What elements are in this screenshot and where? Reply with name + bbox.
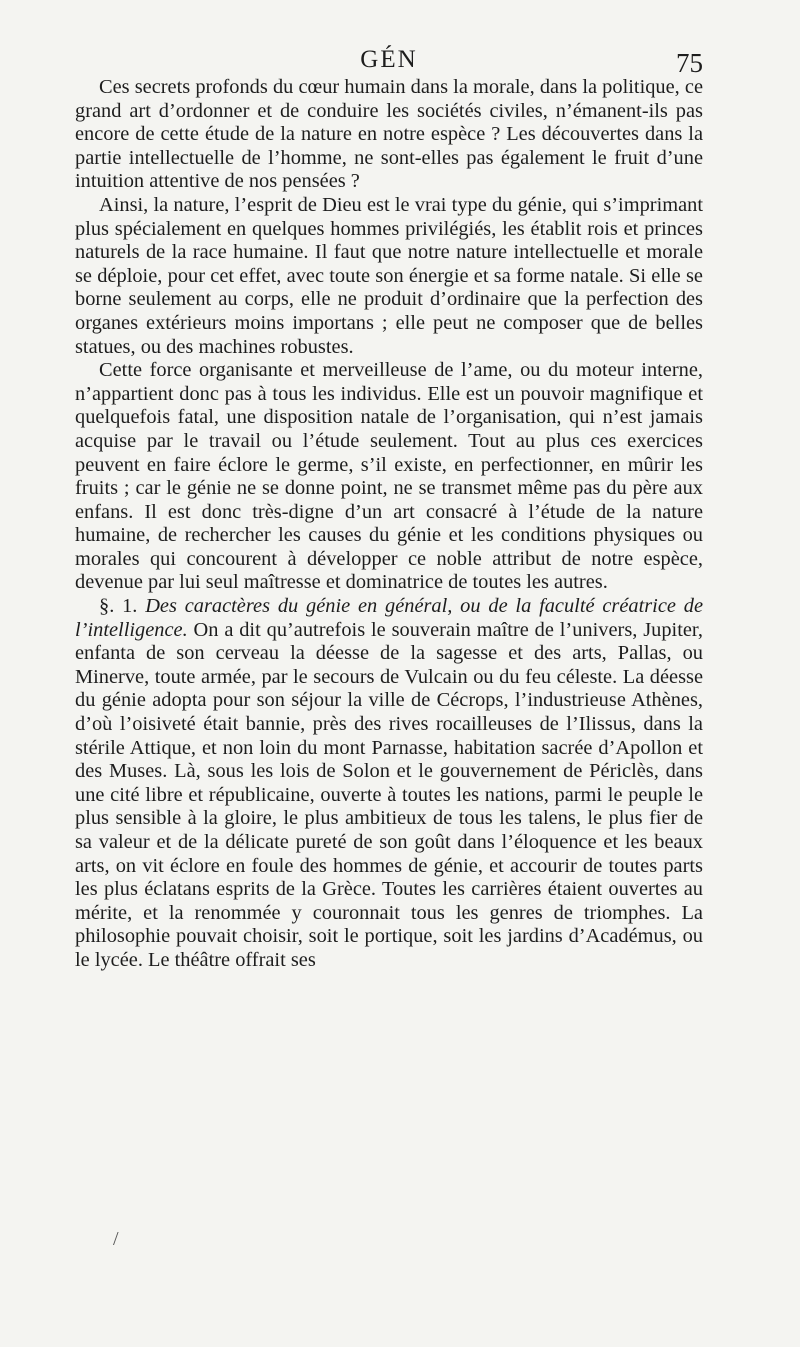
section-title: Des caractères du génie en général, ou de la faculté créatrice de l’intelligence. (75, 595, 703, 641)
paragraph: Ainsi, la nature, l’esprit de Dieu est le vrai type du génie, qui s’imprimant plus spécialement en quelques hommes privilégiés, les établit rois et princes naturels de la race humaine. Il faut que notre nature intellectuelle et morale se déploie, pour cet effet, avec toute son énergie et sa forme natale. Si elle se borne seulement au corps, elle ne produit d’ordinaire que la perfection des organes extérieurs moins importans ; elle peut ne composer que de belles statues, ou des machines robustes. (75, 193, 703, 358)
paragraph: Cette force organisante et merveilleuse de l’ame, ou du moteur interne, n’appartient donc pas à tous les individus. Elle est un pouvoir magnifique et quelquefois fatal, une disposition natale de l’organisation, qui n’est jamais acquise par le travail ou l’étude seulement. Tout au plus ces exercices peuvent en faire éclore le germe, s’il existe, en perfectionner, en mûrir les fruits ; car le génie ne se donne point, ne se transmet même pas du père aux enfans. Il est donc très-digne d’un art consacré à l’étude de la nature humaine, de rechercher les causes du génie et les conditions physiques ou morales qui concourent à développer ce noble attribut de notre espèce, devenue par lui seul maîtresse et dominatrice de toutes les autres. (75, 359, 703, 594)
running-head: GÉN (360, 46, 418, 73)
section-paragraph (75, 595, 703, 973)
paragraph: Ces secrets profonds du cœur humain dans la morale, dans la politique, ce grand art d’ordonner et de conduire les sociétés civiles, n’émanent-ils pas encore de cette étude de la nature en notre espèce ? Les découvertes dans la partie intellectuelle de l’homme, ne sont-elles pas également le fruit d’une intuition attentive de nos pensées ? (75, 76, 703, 193)
body-text (75, 76, 703, 973)
section-number: §. 1. (99, 595, 138, 618)
section-text: On a dit qu’autrefois le souverain maître de l’univers, Jupiter, enfanta de son cerveau la déesse de la sagesse et des arts, Pallas, ou Minerve, toute armée, par le secours de Vulcain ou du feu céleste. La déesse du génie adopta pour son séjour la ville de Cécrops, l’industrieuse Athènes, d’où l’oisiveté était bannie, près des rives rocailleuses de l’Ilissus, dans la stérile Attique, et non loin du mont Parnasse, habitation sacrée d’Apollon et des Muses. Là, sous les lois de Solon et le gouvernement de Périclès, dans une cité libre et républicaine, ouverte à toutes les nations, parmi le peuple le plus sensible à la gloire, le plus ambitieux de tous les talens, le plus fier de sa valeur et de la délicate pureté de son goût dans l’éloquence et les beaux arts, on vit éclore en foule des hommes de génie, et accourir de toutes parts les plus éclatans esprits de la Grèce. Toutes les carrières étaient ouvertes au mérite, et la renommée y couronnait tous les genres de triomphes. La philosophie pouvait choisir, soit le portique, soit les jardins d’Académus, ou le lycée. Le théâtre offrait ses (75, 618, 703, 971)
page-number: 75 (676, 48, 703, 78)
margin-mark: / (113, 1228, 119, 1250)
